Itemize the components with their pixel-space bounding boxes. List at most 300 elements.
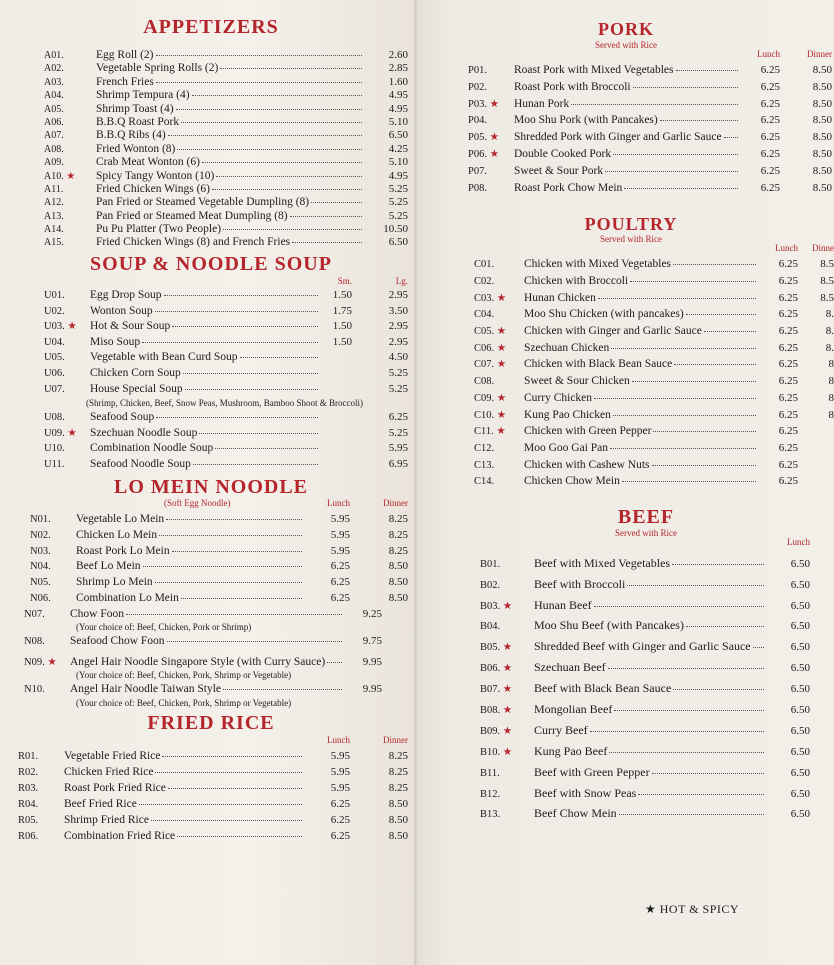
item-code: C07. ★ xyxy=(474,359,507,371)
item-code: B13. xyxy=(480,809,501,821)
menu-item-row xyxy=(468,115,832,127)
item-name: Roast Pork with Broccoli xyxy=(514,80,631,93)
item-price-sm: 1.50 xyxy=(332,320,352,333)
menu-item-row xyxy=(480,578,810,592)
item-name: Sweet & Sour Pork xyxy=(514,165,604,178)
menu-item-row xyxy=(44,412,408,424)
menu-item-row xyxy=(30,593,408,605)
menu-item-row xyxy=(480,599,810,613)
item-code: P06. ★ xyxy=(468,149,500,161)
menu-item-row xyxy=(468,99,832,111)
dot-leader xyxy=(143,566,302,567)
item-note: (Your choice of: Beef, Chicken, Pork, Shrimp or Vegetable) xyxy=(76,670,292,681)
dot-leader xyxy=(611,348,756,349)
item-price-dinner: 8.50 xyxy=(812,165,832,178)
dot-leader xyxy=(605,171,738,172)
menu-item-row xyxy=(474,426,834,438)
menu-item-row xyxy=(44,130,408,142)
item-code: A10. ★ xyxy=(44,170,76,182)
item-name: Chicken Corn Soup xyxy=(90,366,181,379)
item-name: B.B.Q Roast Pork xyxy=(96,115,180,128)
item-name: Seafood Soup xyxy=(90,411,155,424)
item-code: A05. xyxy=(44,103,64,115)
item-price-lunch: 6.50 xyxy=(790,787,810,800)
hot-spicy-star-icon: ★ xyxy=(502,705,513,716)
item-name: Chicken with Broccoli xyxy=(524,275,629,288)
dot-leader xyxy=(610,448,756,449)
item-name: Beef Chow Mein xyxy=(534,806,617,821)
item-name: Pan Fried or Steamed Vegetable Dumpling (8) xyxy=(96,196,310,209)
dot-leader xyxy=(177,149,362,150)
dot-leader xyxy=(630,281,756,282)
item-name: Crab Meat Wonton (6) xyxy=(96,156,200,169)
item-price-lg: 5.95 xyxy=(388,442,408,455)
item-code: N03. xyxy=(30,545,51,557)
item-name: Szechuan Chicken xyxy=(524,341,610,354)
item-code: C14. xyxy=(474,476,495,488)
beef-column-header xyxy=(468,538,810,547)
hot-spicy-star-icon: ★ xyxy=(496,409,507,421)
menu-item-row xyxy=(474,393,834,405)
menu-item-row xyxy=(44,144,408,156)
item-price-lunch: 6.25 xyxy=(330,591,350,604)
item-code: B05. ★ xyxy=(480,642,513,654)
item-price-lunch: 6.25 xyxy=(760,80,780,93)
item-name: Combination Lo Mein xyxy=(76,591,179,604)
item-name: Wonton Soup xyxy=(90,304,153,317)
dot-leader xyxy=(156,55,363,56)
item-price-dinner: 8 xyxy=(828,358,834,371)
item-code: N01. xyxy=(30,514,51,526)
item-price-price: 4.95 xyxy=(388,102,408,115)
item-name: French Fries xyxy=(96,75,154,88)
col-dinner: Dinner xyxy=(383,498,408,509)
item-name: Chicken Fried Rice xyxy=(64,765,154,778)
menu-item-row xyxy=(480,557,810,571)
item-code: A02. xyxy=(44,63,64,75)
menu-item-row xyxy=(474,460,834,472)
item-price-dinner: 8.50 xyxy=(812,97,832,110)
menu-item-row xyxy=(30,546,408,558)
dot-leader xyxy=(619,814,764,815)
item-code: C08. xyxy=(474,376,495,388)
col-lunch: Lunch xyxy=(775,243,798,254)
item-code: B01. xyxy=(480,558,501,570)
menu-item-row xyxy=(44,117,408,129)
item-code: R03. xyxy=(18,782,39,794)
item-code: N06. xyxy=(30,592,51,604)
menu-item-row xyxy=(18,831,408,843)
item-code: B04. xyxy=(480,621,501,633)
menu-item-row xyxy=(480,640,810,654)
pork-subtitle: Served with Rice xyxy=(595,39,657,50)
menu-item-row xyxy=(474,410,834,422)
item-code: C03. ★ xyxy=(474,292,507,304)
dot-leader xyxy=(151,820,302,821)
menu-item-row xyxy=(44,384,408,396)
item-code: B08. ★ xyxy=(480,705,513,716)
appetizers-section xyxy=(14,16,408,249)
item-name: Beef with Mixed Vegetables xyxy=(534,555,671,570)
dot-leader xyxy=(292,242,362,243)
item-name: Angel Hair Noodle Taiwan Style xyxy=(70,683,222,696)
lomein-section xyxy=(14,476,408,707)
dot-leader xyxy=(181,598,302,599)
menu-item-row xyxy=(44,237,408,249)
item-price-dinner: 8.50 xyxy=(812,182,832,195)
soup-section xyxy=(14,253,408,470)
item-code: U01. xyxy=(44,289,65,301)
item-code: C10. ★ xyxy=(474,409,507,421)
item-price-lunch: 5.95 xyxy=(330,529,350,542)
item-code: N05. xyxy=(30,577,51,589)
menu-item-row xyxy=(24,657,408,669)
item-code: A04. xyxy=(44,90,64,102)
hot-spicy-star-icon: ★ xyxy=(502,746,513,758)
menu-item-row xyxy=(44,77,408,89)
item-price-dinner: 8.25 xyxy=(388,513,408,526)
dot-leader xyxy=(177,836,302,837)
item-price-lunch: 5.95 xyxy=(330,544,350,557)
menu-item-row xyxy=(474,476,834,488)
item-code: N04. xyxy=(30,561,51,573)
item-name: Pu Pu Platter (Two People) xyxy=(96,223,222,236)
item-price-lunch: 6.50 xyxy=(790,578,810,591)
menu-item-row xyxy=(474,259,834,271)
item-price-dinner: 8.50 xyxy=(388,813,408,826)
item-code: N09. ★ xyxy=(24,656,57,668)
item-price-dinner: 8.50 xyxy=(388,797,408,810)
section-title-beef: BEEF xyxy=(617,505,675,528)
item-code: A15. xyxy=(44,237,64,249)
dot-leader xyxy=(571,104,738,105)
poultry-subtitle: Served with Rice xyxy=(600,234,662,245)
item-name: Shredded Pork with Ginger and Garlic Sauce xyxy=(514,131,722,144)
col-dinner: Dinner xyxy=(807,48,832,59)
menu-item-row xyxy=(44,171,408,183)
dot-leader xyxy=(672,564,764,565)
menu-item-row xyxy=(44,337,408,349)
dot-leader xyxy=(240,357,318,358)
item-name: Sweet & Sour Chicken xyxy=(524,375,630,388)
item-code: N02. xyxy=(30,530,51,542)
item-price-dinner: 8.50 xyxy=(812,114,832,127)
item-code: C11. ★ xyxy=(474,426,506,438)
item-price-lunch: 6.25 xyxy=(778,291,798,304)
item-name: Pan Fried or Steamed Meat Dumpling (8) xyxy=(96,209,288,222)
dot-leader xyxy=(162,756,302,757)
item-price-lunch: 6.25 xyxy=(330,576,350,589)
menu-page-right xyxy=(418,0,834,965)
item-code: P05. ★ xyxy=(468,132,500,144)
hot-spicy-star-icon: ★ xyxy=(496,359,507,371)
item-code: P01. xyxy=(468,64,487,76)
hot-spicy-star-icon: ★ xyxy=(67,427,77,439)
item-price-price: 5.25 xyxy=(388,209,408,222)
menu-item-row xyxy=(44,224,408,236)
item-name: Shrimp Lo Mein xyxy=(76,576,153,589)
section-title-soup: SOUP & NOODLE SOUP xyxy=(90,252,332,275)
item-code: C06. ★ xyxy=(474,342,507,354)
item-price-lunch: 6.50 xyxy=(790,808,810,821)
menu-item-row xyxy=(44,368,408,380)
hot-spicy-star-icon: ★ xyxy=(502,684,513,696)
item-price-lg: 2.95 xyxy=(388,320,408,333)
menu-item-row xyxy=(44,63,408,75)
dot-leader xyxy=(220,68,362,69)
hot-spicy-star-icon: ★ xyxy=(496,326,507,338)
item-code: C13. xyxy=(474,459,495,471)
item-price-lunch: 6.25 xyxy=(778,408,798,421)
dot-leader xyxy=(216,176,362,177)
item-name: Chicken Chow Mein xyxy=(524,475,620,488)
item-name: Chicken with Ginger and Garlic Sauce xyxy=(524,325,702,338)
item-price-lunch: 6.25 xyxy=(778,391,798,404)
item-price-lunch: 6.50 xyxy=(790,766,810,779)
item-code: P02. xyxy=(468,81,487,93)
item-name: Fried Chicken Wings (6) xyxy=(96,182,210,195)
item-name: House Special Soup xyxy=(90,382,183,395)
dot-leader xyxy=(156,417,318,418)
item-name: Roast Pork Chow Mein xyxy=(514,182,623,195)
item-code: C12. xyxy=(474,442,495,454)
hot-spicy-star-icon: ★ xyxy=(502,725,513,737)
item-price-price: 2.60 xyxy=(388,49,408,61)
menu-item-row xyxy=(468,183,832,195)
hot-spicy-star-icon: ★ xyxy=(502,663,513,675)
item-price-dinner: 8.25 xyxy=(388,544,408,557)
col-lunch: Lunch xyxy=(787,536,810,547)
item-price: 9.95 xyxy=(362,655,382,668)
item-code: U10. xyxy=(44,443,65,455)
menu-item-row xyxy=(18,783,408,795)
lomein-subtitle: (Soft Egg Noodle) xyxy=(164,498,231,509)
item-price-price: 1.60 xyxy=(388,75,408,88)
menu-item-row xyxy=(24,609,408,621)
menu-item-row xyxy=(30,530,408,542)
item-name: Beef with Snow Peas xyxy=(534,785,637,800)
dot-leader xyxy=(199,433,318,434)
item-code: A03. xyxy=(44,76,64,88)
menu-item-row xyxy=(480,703,810,717)
item-price-lunch: 6.50 xyxy=(790,557,810,570)
dot-leader xyxy=(686,626,764,627)
hot-spicy-star-icon: ★ xyxy=(496,342,507,354)
menu-item-row xyxy=(30,577,408,589)
item-code: B12. xyxy=(480,788,501,800)
item-code: B07. ★ xyxy=(480,684,513,696)
dot-leader xyxy=(674,364,756,365)
menu-item-row xyxy=(468,166,832,178)
item-name: Chicken with Mixed Vegetables xyxy=(524,258,672,271)
item-name: Szechuan Noodle Soup xyxy=(90,426,198,439)
pork-section xyxy=(468,20,834,195)
item-price-lunch: 6.25 xyxy=(760,63,780,76)
item-price-lunch: 5.95 xyxy=(330,765,350,778)
beef-section xyxy=(468,506,834,821)
item-code: U07. xyxy=(44,383,65,395)
item-price-price: 10.50 xyxy=(383,223,408,236)
section-title-fried-rice: FRIED RICE xyxy=(147,711,275,734)
item-price-lunch: 6.25 xyxy=(778,475,798,488)
dot-leader xyxy=(608,668,764,669)
menu-item-row xyxy=(480,661,810,675)
hot-spicy-star-icon: ★ xyxy=(47,656,57,668)
col-lunch: Lunch xyxy=(327,734,350,745)
menu-item-row xyxy=(44,290,408,302)
item-price-lunch: 6.25 xyxy=(330,560,350,573)
dot-leader xyxy=(594,606,764,607)
item-price-dinner: 8.25 xyxy=(388,529,408,542)
item-name: Seafood Chow Foon xyxy=(70,635,165,648)
menu-item-row xyxy=(44,184,408,196)
item-name: Beef with Green Pepper xyxy=(534,764,650,779)
dot-leader xyxy=(638,794,764,795)
item-price-price: 4.95 xyxy=(388,89,408,102)
item-price-lg: 5.25 xyxy=(388,366,408,379)
pork-column-header xyxy=(468,50,832,59)
dot-leader xyxy=(155,582,302,583)
item-price-dinner: 8 xyxy=(828,391,834,404)
menu-item-row xyxy=(480,807,810,821)
dot-leader xyxy=(168,135,362,136)
item-price: 9.25 xyxy=(362,607,382,620)
menu-item-row xyxy=(44,459,408,471)
item-name: Chicken with Black Bean Sauce xyxy=(524,358,673,371)
menu-item-row xyxy=(474,276,834,288)
menu-item-row xyxy=(18,815,408,827)
item-price-dinner: 8.50 xyxy=(388,576,408,589)
item-price-dinner: 8.50 xyxy=(812,131,832,144)
item-name: Miso Soup xyxy=(90,335,141,348)
dot-leader xyxy=(215,448,318,449)
item-name: Roast Pork Fried Rice xyxy=(64,781,166,794)
item-price-lunch: 6.50 xyxy=(790,724,810,737)
dot-leader xyxy=(139,804,302,805)
item-name: Angel Hair Noodle Singapore Style (with Curry Sauce) xyxy=(70,655,326,668)
item-price-price: 5.10 xyxy=(388,115,408,128)
dot-leader xyxy=(168,788,302,789)
item-name: Combination Fried Rice xyxy=(64,829,176,842)
section-title-appetizers: APPETIZERS xyxy=(143,16,279,38)
dot-leader xyxy=(614,710,764,711)
dot-leader xyxy=(673,689,764,690)
item-price-lg: 6.95 xyxy=(388,457,408,470)
item-price: 9.75 xyxy=(362,635,382,648)
menu-item-row xyxy=(24,684,408,696)
item-note: (Your choice of: Beef, Chicken, Pork or Shrimp) xyxy=(76,622,252,633)
item-code: B06. ★ xyxy=(480,663,513,675)
item-price-dinner: 8.50 xyxy=(388,560,408,573)
dot-leader xyxy=(155,311,318,312)
dot-leader xyxy=(202,162,362,163)
dot-leader xyxy=(673,264,756,265)
item-code: R02. xyxy=(18,766,39,778)
item-price-lunch: 6.25 xyxy=(778,275,798,288)
col-dinner: Dinne xyxy=(812,243,834,254)
item-code: P04. xyxy=(468,115,487,127)
item-price-lunch: 6.25 xyxy=(778,325,798,338)
item-price-lunch: 6.50 xyxy=(790,745,810,758)
dot-leader xyxy=(159,535,302,536)
item-price-lunch: 6.25 xyxy=(330,813,350,826)
item-price-lunch: 6.25 xyxy=(778,441,798,454)
col-lunch: Lunch xyxy=(757,48,780,59)
item-price-dinner: 8. xyxy=(825,341,834,354)
poultry-column-header xyxy=(468,244,834,253)
item-name: Chow Foon xyxy=(70,607,124,620)
item-price-lunch: 5.95 xyxy=(330,781,350,794)
item-name: Kung Pao Chicken xyxy=(524,408,611,421)
dot-leader xyxy=(167,641,342,642)
item-name: Shrimp Toast (4) xyxy=(96,102,174,115)
item-code: B02. xyxy=(480,579,501,591)
item-price-dinner: 8.50 xyxy=(812,80,832,93)
dot-leader xyxy=(142,342,318,343)
item-name: Hunan Pork xyxy=(514,97,570,110)
item-name: Seafood Noodle Soup xyxy=(90,457,191,470)
dot-leader xyxy=(185,389,318,390)
menu-item-row xyxy=(480,619,810,633)
item-price-lunch: 6.25 xyxy=(760,148,780,161)
item-price-lg: 2.95 xyxy=(388,288,408,301)
item-name: Moo Shu Chicken (with pancakes) xyxy=(524,308,684,321)
item-name: Roast Pork Lo Mein xyxy=(76,544,170,557)
item-code: N07. xyxy=(24,608,45,620)
item-name: Beef with Broccoli xyxy=(534,576,626,591)
item-name: Egg Roll (2) xyxy=(96,49,154,61)
item-code: B10. ★ xyxy=(480,746,513,758)
item-price-lunch: 6.25 xyxy=(778,458,798,471)
item-code: B11. xyxy=(480,767,500,779)
item-name: Spicy Tangy Wonton (10) xyxy=(96,169,215,182)
dot-leader xyxy=(126,614,342,615)
hot-spicy-star-icon: ★ xyxy=(66,170,76,182)
item-price-sm: 1.50 xyxy=(332,335,352,348)
item-code: R05. xyxy=(18,814,39,826)
dot-leader xyxy=(192,95,362,96)
dot-leader xyxy=(212,189,362,190)
section-title-lomein: LO MEIN NOODLE xyxy=(113,476,309,499)
dot-leader xyxy=(223,229,362,230)
item-price-lunch: 6.50 xyxy=(790,620,810,633)
rice-column-header xyxy=(14,736,408,745)
item-price-dinner: 8.50 xyxy=(812,63,832,76)
item-price-lunch: 6.25 xyxy=(760,182,780,195)
dot-leader xyxy=(172,326,318,327)
item-name: Vegetable Spring Rolls (2) xyxy=(96,62,219,75)
dot-leader xyxy=(653,431,756,432)
item-price-lunch: 6.25 xyxy=(760,165,780,178)
dot-leader xyxy=(613,415,756,416)
item-code: N10. xyxy=(24,684,45,696)
item-name: Hunan Beef xyxy=(534,597,592,612)
item-name: Chicken with Cashew Nuts xyxy=(524,458,650,471)
item-price-dinner: 8 xyxy=(828,375,834,388)
item-name: Szechuan Beef xyxy=(534,660,606,675)
item-price-price: 2.85 xyxy=(388,62,408,75)
item-name: Fried Wonton (8) xyxy=(96,142,176,155)
item-name: Mongolian Beef xyxy=(534,702,613,716)
item-price-sm: 1.50 xyxy=(332,288,352,301)
item-price-sm: 1.75 xyxy=(332,304,352,317)
dot-leader xyxy=(624,188,738,189)
item-name: Vegetable Lo Mein xyxy=(76,513,165,526)
col-dinner: Dinner xyxy=(383,734,408,745)
item-name: Chicken Lo Mein xyxy=(76,529,158,542)
menu-item-row xyxy=(18,799,408,811)
menu-item-row xyxy=(480,745,810,759)
